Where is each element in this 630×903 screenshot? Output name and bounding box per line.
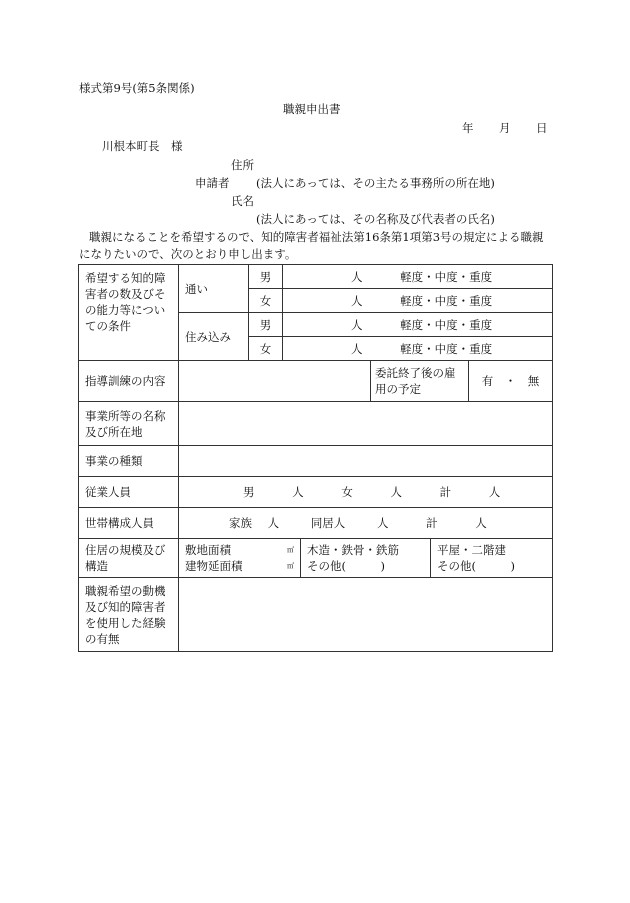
training-label: 指導訓練の内容 (79, 361, 179, 402)
person-unit: 人 (351, 317, 363, 332)
severity-options[interactable]: 軽度・中度・重度 (400, 293, 493, 308)
floor-area-line (185, 558, 294, 574)
date-day: 日 (536, 121, 548, 135)
area-unit: ㎡ (287, 546, 294, 554)
condition-count-cell[interactable] (283, 313, 553, 337)
severity-options[interactable]: 軽度・中度・重度 (400, 341, 493, 356)
person-unit: 人 (351, 293, 363, 308)
person-unit: 人 (488, 485, 501, 499)
household-row (79, 508, 553, 539)
condition-count-cell[interactable] (283, 265, 553, 289)
severity-options[interactable]: 軽度・中度・重度 (400, 269, 493, 284)
training-content-field[interactable] (179, 361, 371, 402)
sex-male: 男 (249, 265, 283, 289)
structure-options[interactable]: 木造・鉄骨・鉄筋 (307, 543, 399, 557)
area-unit: ㎡ (287, 562, 294, 570)
address-note: (法人にあっては、その主たる事務所の所在地) (256, 176, 495, 190)
hh-cohabitants-label: 同居人 (310, 516, 346, 530)
training-row (79, 361, 553, 402)
condition-count-cell[interactable] (283, 289, 553, 313)
live-in-label: 住み込み (179, 313, 249, 361)
page-title: 職親申出書 (283, 102, 341, 116)
address-label: 住所 (231, 158, 254, 172)
condition-count-cell[interactable] (283, 337, 553, 361)
motive-row (79, 578, 553, 652)
conditions-label: 希望する知的障害者の数及びその能力等についての条件 (79, 265, 179, 361)
person-unit: 人 (351, 341, 363, 356)
emp-female-label: 女 (341, 485, 353, 499)
employees-field[interactable] (179, 477, 553, 508)
floors-other[interactable]: その他( ) (437, 559, 515, 573)
employment-label: 委託終了後の雇用の予定 (371, 361, 469, 402)
hh-total-label: 計 (426, 516, 438, 530)
structure-other[interactable]: その他( ) (307, 559, 385, 573)
motive-field[interactable] (179, 578, 553, 652)
person-unit: 人 (475, 516, 487, 530)
office-label: 事業所等の名称及び所在地 (79, 402, 179, 446)
sex-female: 女 (249, 289, 283, 313)
form-number: 様式第9号(第5条関係) (79, 81, 195, 95)
site-area-line (185, 542, 294, 558)
residence-label: 住居の規模及び構造 (79, 539, 179, 578)
body-text-line2: になりたいので、次のとおり申し出ます。 (79, 247, 297, 261)
residence-row (79, 539, 553, 578)
business-type-label: 事業の種類 (79, 446, 179, 477)
hh-family-label: 家族 (229, 516, 252, 530)
floors-options[interactable]: 平屋・二階建 (437, 543, 506, 557)
person-unit: 人 (351, 269, 363, 284)
emp-male-label: 男 (243, 485, 255, 499)
business-type-field[interactable] (179, 446, 553, 477)
date-year: 年 (462, 121, 474, 135)
sex-male: 男 (249, 313, 283, 337)
person-unit: 人 (292, 485, 304, 499)
site-area-label: 敷地面積 (185, 543, 231, 557)
application-form-table (78, 264, 553, 652)
person-unit: 人 (376, 516, 389, 530)
body-text-line1: 職親になることを希望するので、知的障害者福祉法第16条第1項第3号の規定による職親 (89, 230, 544, 244)
person-unit: 人 (390, 485, 402, 499)
employees-label: 従業人員 (79, 477, 179, 508)
name-label: 氏名 (231, 194, 254, 208)
commute-label: 通い (179, 265, 249, 313)
employment-options[interactable]: 有 ・ 無 (469, 361, 553, 402)
office-row (79, 402, 553, 446)
addressee: 川根本町長 様 (102, 139, 183, 153)
floor-area-label: 建物延面積 (185, 559, 243, 573)
applicant-label: 申請者 (195, 176, 230, 190)
office-field[interactable] (179, 402, 553, 446)
employees-row (79, 477, 553, 508)
household-field[interactable] (179, 508, 553, 539)
person-unit: 人 (267, 516, 280, 530)
sex-female: 女 (249, 337, 283, 361)
conditions-row-commute-male (79, 265, 553, 289)
residence-area-cell[interactable] (179, 539, 301, 578)
name-note: (法人にあっては、その名称及び代表者の氏名) (256, 212, 495, 226)
structure-cell[interactable] (301, 539, 431, 578)
severity-options[interactable]: 軽度・中度・重度 (400, 317, 493, 332)
household-label: 世帯構成人員 (79, 508, 179, 539)
floors-cell[interactable] (431, 539, 553, 578)
date-month: 月 (499, 121, 511, 135)
motive-label: 職親希望の動機及び知的障害者を使用した経験の有無 (79, 578, 179, 652)
business-type-row (79, 446, 553, 477)
emp-total-label: 計 (439, 485, 452, 499)
